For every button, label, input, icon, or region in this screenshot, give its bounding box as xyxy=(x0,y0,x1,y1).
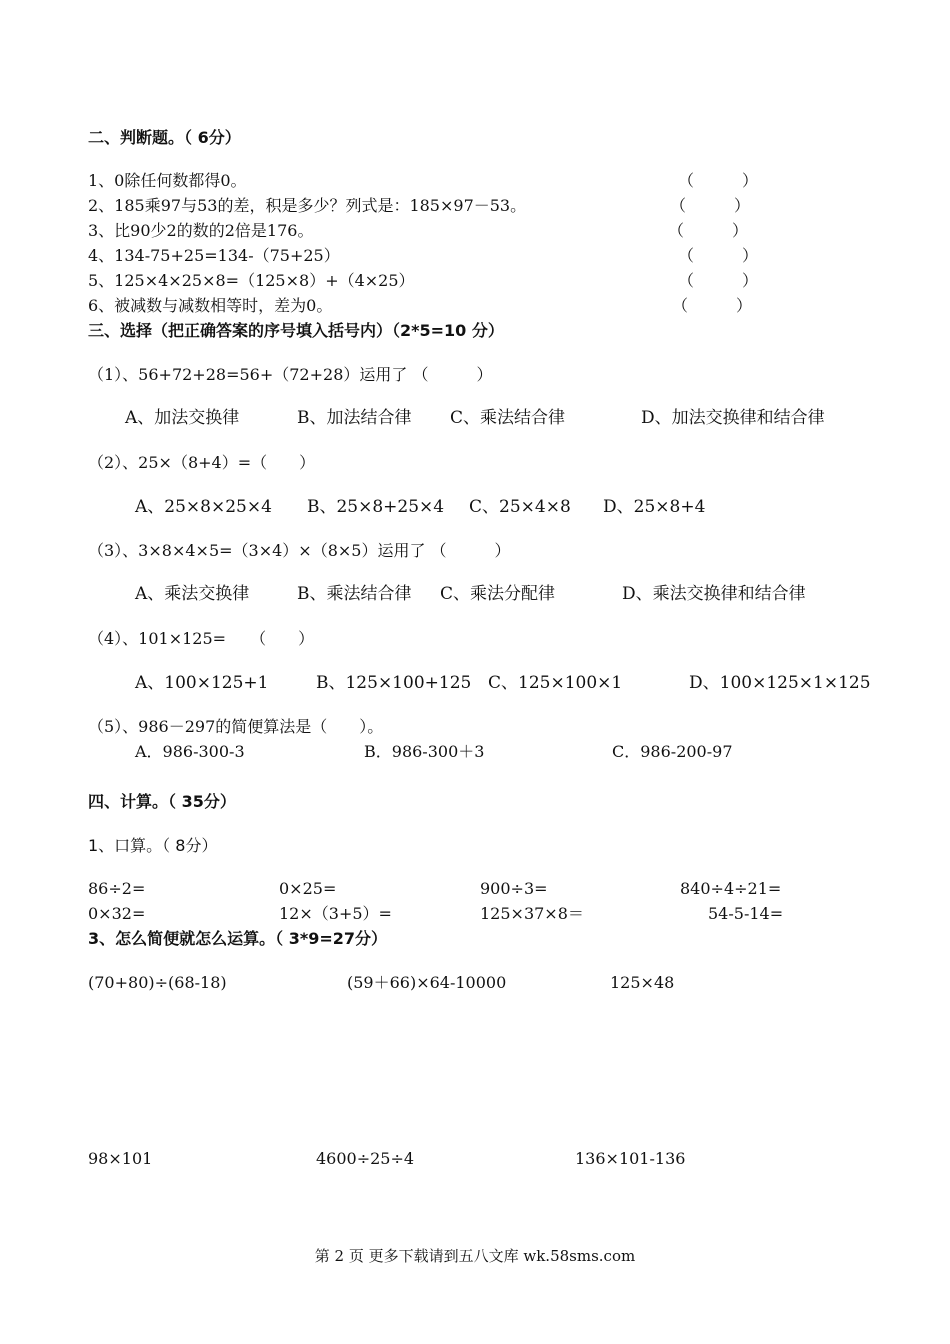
simplify-calc-title: 3、怎么简便就怎么运算。（ 3*9=27分） xyxy=(88,929,388,948)
choice-q2-option-a[interactable]: A、25×8×25×4 xyxy=(135,497,272,517)
judge-paren-6[interactable]: （ ） xyxy=(672,296,753,315)
choice-q2-option-b[interactable]: B、25×8+25×4 xyxy=(307,497,445,517)
choice-q2-option-d[interactable]: D、25×8+4 xyxy=(603,497,706,517)
section-4-title: 四、计算。（ 35分） xyxy=(88,792,236,811)
oral-calc-title xyxy=(88,836,217,856)
judge-paren-5[interactable]: （ ） xyxy=(678,271,759,290)
choice-q5-option-a[interactable]: A．986-300-3 xyxy=(135,742,245,761)
oral-1-1: 86÷2= xyxy=(88,879,146,898)
choice-q3-option-a[interactable]: A、乘法交换律 xyxy=(135,584,250,604)
section-3-title: 三、选择（把正确答案的序号填入括号内）（2*5=10 分） xyxy=(88,321,504,340)
choice-q2: （2）、25×（8+4）=（ ） xyxy=(88,453,316,472)
oral-1-4: 840÷4÷21= xyxy=(680,879,782,898)
calc-1-1: (70+80)÷(68-18) xyxy=(88,973,227,992)
calc-1-2: (59＋66)×64-10000 xyxy=(347,973,507,992)
oral-calc-label: 1、口算。（ 8分） xyxy=(88,836,218,855)
judge-item-6: 6、被减数与减数相等时，差为0。 xyxy=(88,296,333,315)
choice-q1-option-c[interactable]: C、乘法结合律 xyxy=(450,408,566,428)
choice-q5: （5）、986－297的简便算法是（ ）。 xyxy=(88,717,384,736)
page-footer: 第 2 页 更多下载请到五八文库 wk.58sms.com xyxy=(314,1247,636,1265)
judge-paren-2[interactable]: （ ） xyxy=(670,196,751,215)
choice-q3-option-d[interactable]: D、乘法交换律和结合律 xyxy=(622,584,806,604)
choice-q3-option-b[interactable]: B、乘法结合律 xyxy=(297,584,412,604)
oral-1-2: 0×25= xyxy=(279,879,337,898)
choice-q5-option-b[interactable]: B．986-300＋3 xyxy=(364,742,485,761)
judge-item-2: 2、185乘97与53的差，积是多少？列式是：185×97－53。 xyxy=(88,196,527,215)
choice-q4-option-c[interactable]: C、125×100×1 xyxy=(488,673,623,693)
judge-item-3: 3、比90少2的数的2倍是176。 xyxy=(88,221,314,240)
judge-paren-1[interactable]: （ ） xyxy=(678,171,759,190)
judge-item-5: 5、125×4×25×8=（125×8）+（4×25） xyxy=(88,271,415,290)
choice-q5-option-c[interactable]: C．986-200-97 xyxy=(612,742,733,761)
judge-item-1: 1、0除任何数都得0。 xyxy=(88,171,247,190)
choice-q3-option-c[interactable]: C、乘法分配律 xyxy=(440,584,556,604)
choice-q4: （4）、101×125= （ ） xyxy=(88,629,315,648)
choice-q1-option-a[interactable]: A、加法交换律 xyxy=(125,408,240,428)
judge-paren-3[interactable]: （ ） xyxy=(668,221,749,240)
choice-q1-option-d[interactable]: D、加法交换律和结合律 xyxy=(641,408,825,428)
choice-q3: （3）、3×8×4×5=（3×4）×（8×5）运用了 （ ） xyxy=(88,541,511,560)
judge-item-4: 4、134-75+25=134-（75+25） xyxy=(88,246,340,265)
oral-2-2: 12×（3+5）= xyxy=(279,904,392,923)
calc-2-1: 98×101 xyxy=(88,1149,153,1168)
choice-q4-option-d[interactable]: D、100×125×1×125 xyxy=(689,673,871,693)
choice-q4-option-b[interactable]: B、125×100+125 xyxy=(316,673,472,693)
choice-q4-option-a[interactable]: A、100×125+1 xyxy=(135,673,269,693)
choice-q2-option-c[interactable]: C、25×4×8 xyxy=(469,497,571,517)
choice-q1-option-b[interactable]: B、加法结合律 xyxy=(297,408,412,428)
calc-2-2: 4600÷25÷4 xyxy=(316,1149,415,1168)
judge-paren-4[interactable]: （ ） xyxy=(678,246,759,265)
oral-2-4: 54-5-14= xyxy=(708,904,784,923)
oral-2-3: 125×37×8＝ xyxy=(480,904,584,923)
section-2-title: 二、判断题。（ 6分） xyxy=(88,128,241,147)
choice-q1: （1）、56+72+28=56+（72+28）运用了 （ ） xyxy=(88,365,493,384)
oral-1-3: 900÷3= xyxy=(480,879,548,898)
oral-2-1: 0×32= xyxy=(88,904,146,923)
calc-2-3: 136×101-136 xyxy=(575,1149,686,1168)
calc-1-3: 125×48 xyxy=(610,973,675,992)
